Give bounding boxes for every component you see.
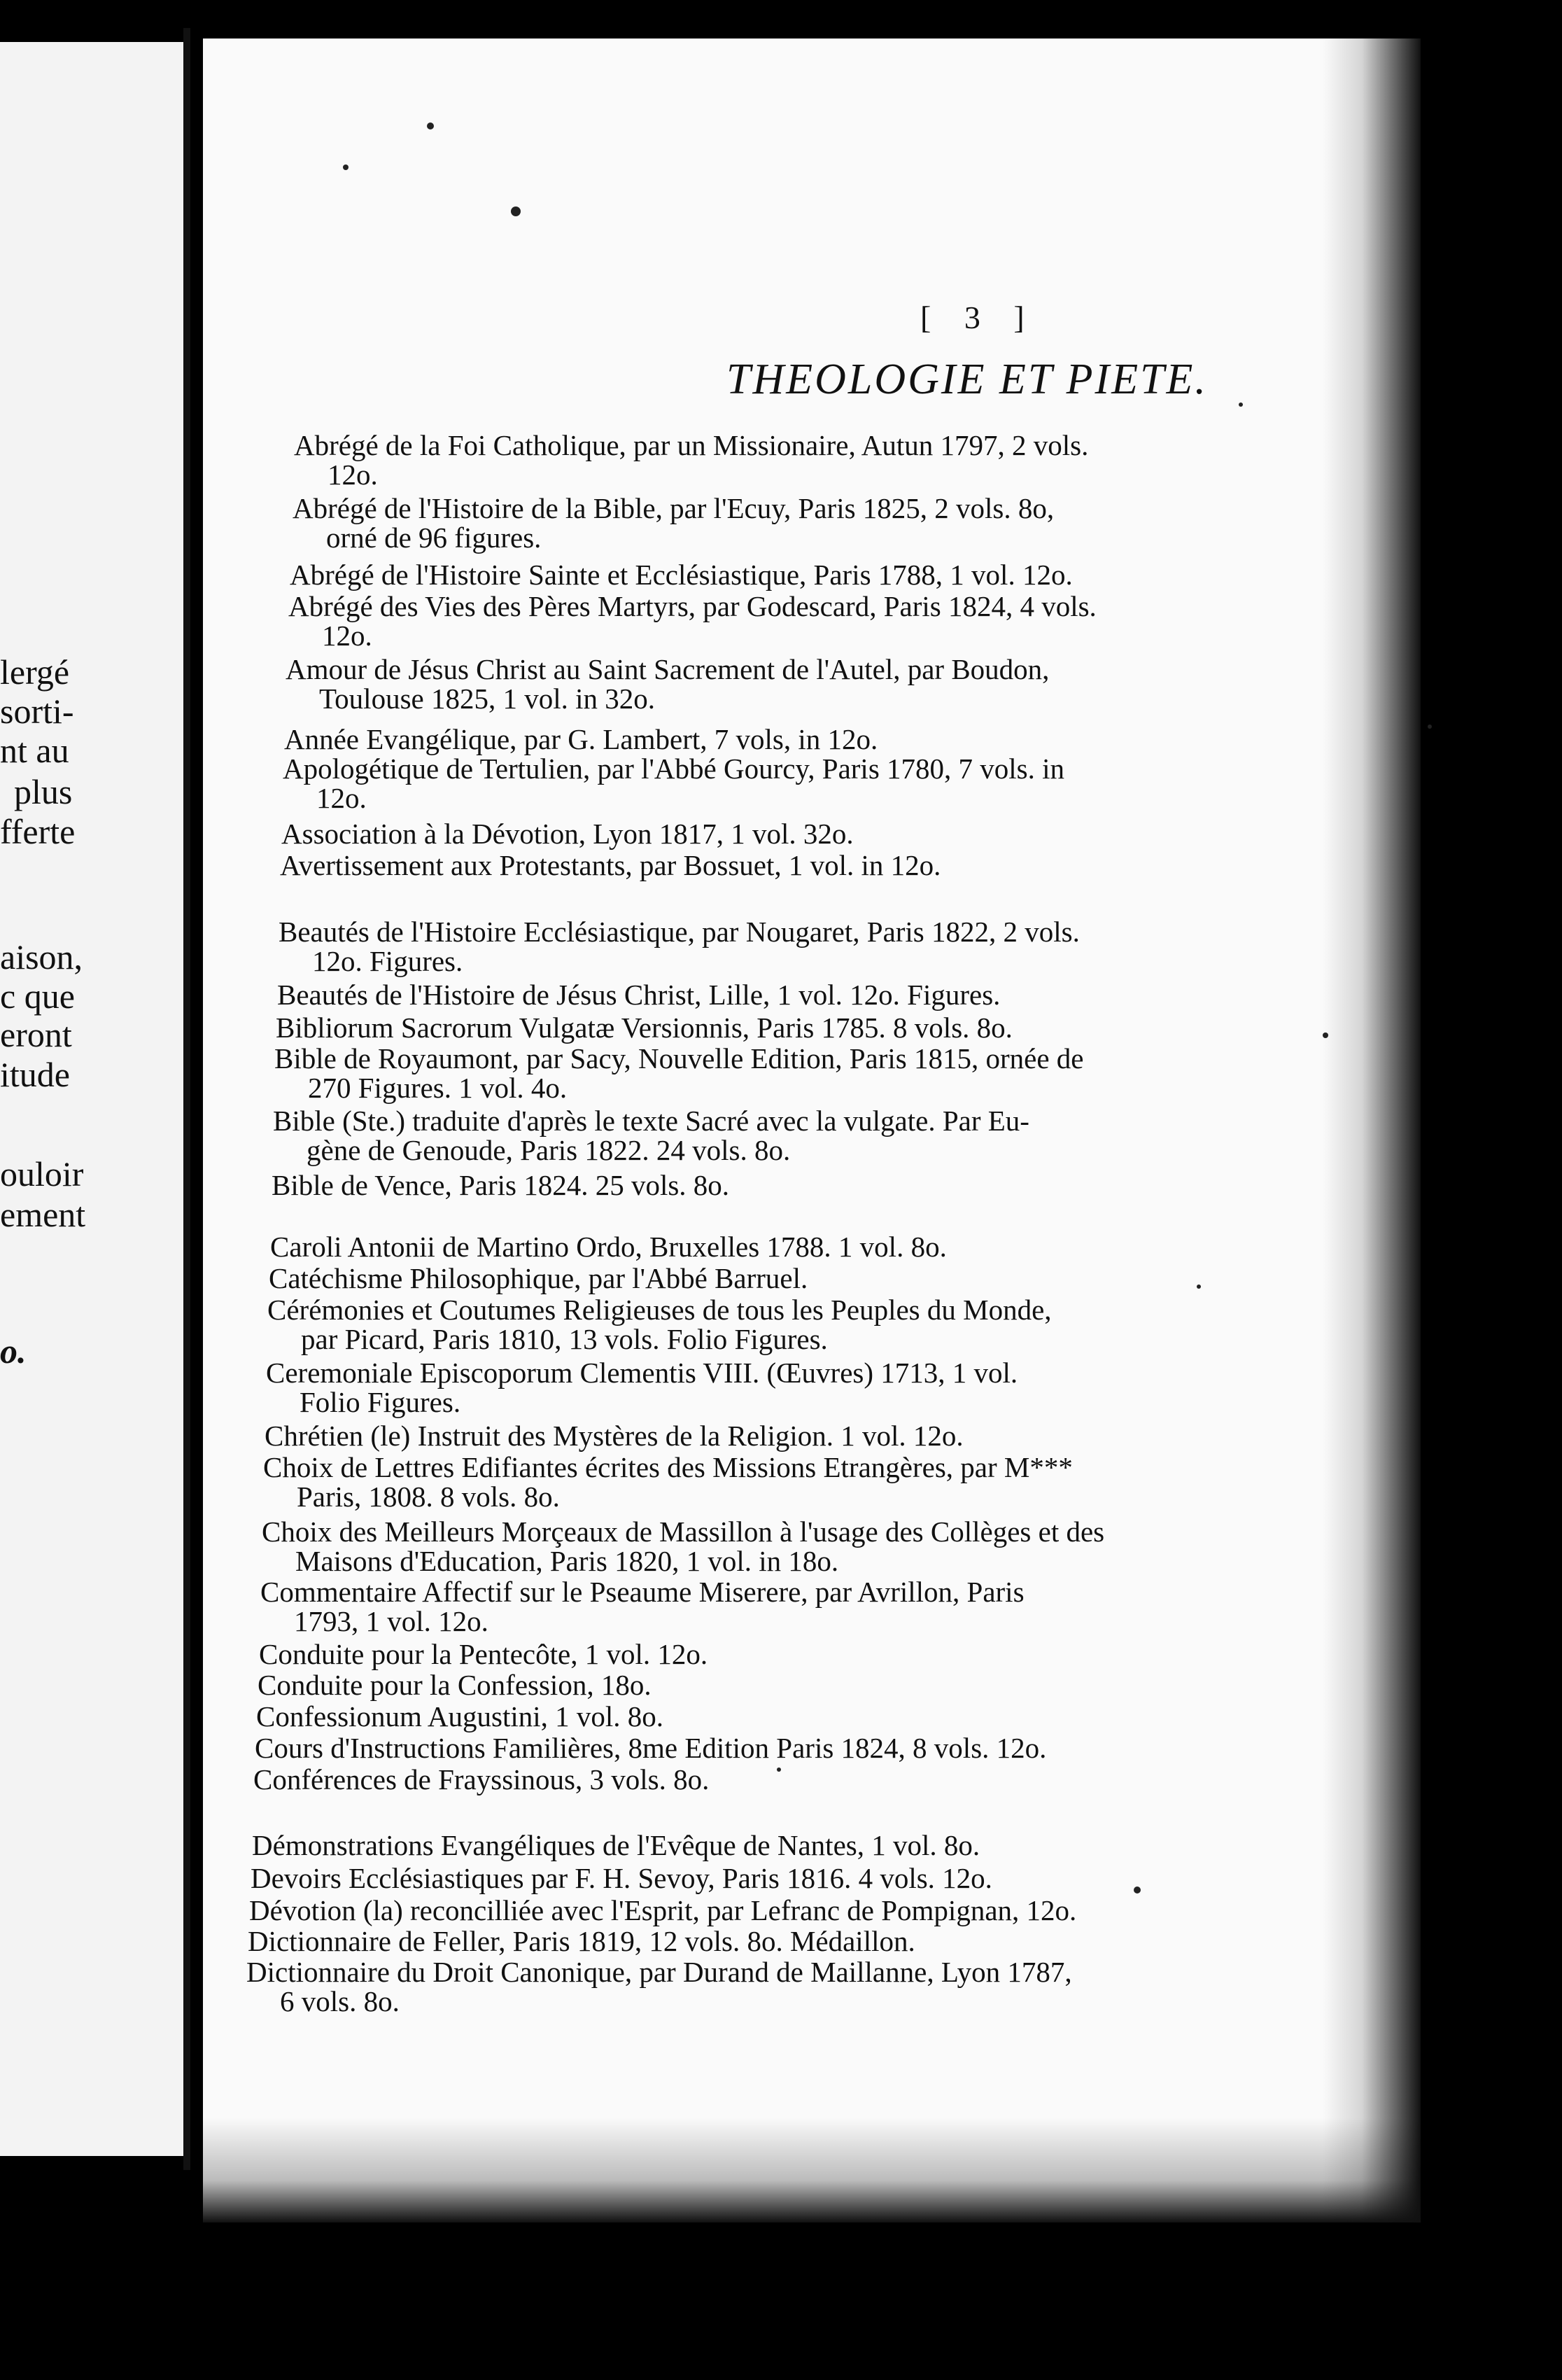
scan-speck <box>1197 1284 1201 1289</box>
catalogue-entry <box>270 1232 947 1261</box>
catalogue-entry <box>281 819 854 848</box>
catalogue-entry <box>280 850 941 880</box>
left-fragment-text: plus <box>14 772 73 811</box>
left-fragment-text: sorti- <box>0 692 74 731</box>
entry-line-2: 12o. <box>328 458 378 491</box>
entry-line-1: Bible de Royaumont, par Sacy, Nouvelle Edition, Paris 1815, ornée de <box>274 1042 1084 1074</box>
catalogue-entry <box>259 1639 708 1669</box>
main-page <box>203 38 1421 2222</box>
left-fragment-text: itude <box>0 1055 70 1094</box>
entry-line-1: Avertissement aux Protestants, par Bossuet, 1 vol. in 12o. <box>280 849 941 881</box>
entry-line-1: Bibliorum Sacrorum Vulgatæ Versionnis, Paris 1785. 8 vols. 8o. <box>276 1011 1013 1044</box>
catalogue-entry <box>276 1013 1013 1042</box>
catalogue-entry <box>293 493 1054 552</box>
entry-line-1: Conférences de Frayssinous, 3 vols. 8o. <box>253 1763 710 1795</box>
entry-line-1: Conduite pour la Pentecôte, 1 vol. 12o. <box>259 1638 708 1670</box>
left-page-fragment <box>0 42 188 2156</box>
entry-line-1: Chrétien (le) Instruit des Mystères de la Religion. 1 vol. 12o. <box>265 1420 964 1452</box>
entry-line-1: Choix de Lettres Edifiantes écrites des Missions Etrangères, par M*** <box>263 1451 1073 1483</box>
entry-line-1: Dictionnaire du Droit Canonique, par Durand de Maillanne, Lyon 1787, <box>246 1956 1072 1988</box>
entry-line-1: Caroli Antonii de Martino Ordo, Bruxelles 1788. 1 vol. 8o. <box>270 1231 947 1263</box>
scan-speck <box>1134 1886 1141 1893</box>
scan-speck <box>511 206 521 216</box>
entry-line-2: 12o. <box>322 620 372 652</box>
entry-line-1: Dictionnaire de Feller, Paris 1819, 12 vols. 8o. Médaillon. <box>248 1925 915 1957</box>
entry-line-2: gène de Genoude, Paris 1822. 24 vols. 8o. <box>307 1134 791 1166</box>
entry-line-1: Abrégé de l'Histoire Sainte et Ecclésiastique, Paris 1788, 1 vol. 12o. <box>290 559 1073 591</box>
catalogue-entry <box>263 1452 1073 1511</box>
catalogue-entry <box>256 1702 663 1731</box>
scan-speck <box>343 164 349 170</box>
entry-line-1: Abrégé des Vies des Pères Martyrs, par Godescard, Paris 1824, 4 vols. <box>288 590 1097 622</box>
catalogue-entry <box>266 1358 1018 1417</box>
entry-line-2: orné de 96 figures. <box>326 522 542 554</box>
entry-line-2: 270 Figures. 1 vol. 4o. <box>308 1072 568 1104</box>
left-fragment-text: c que <box>0 976 75 1016</box>
entry-line-1: Beautés de l'Histoire Ecclésiastique, par Nougaret, Paris 1822, 2 vols. <box>279 916 1080 948</box>
entry-line-1: Beautés de l'Histoire de Jésus Christ, Lille, 1 vol. 12o. Figures. <box>277 979 1001 1011</box>
catalogue-entries <box>203 38 1421 2222</box>
entry-line-1: Catéchisme Philosophique, par l'Abbé Barruel. <box>269 1262 808 1294</box>
left-fragment-text: eront <box>0 1015 72 1054</box>
entry-line-2: par Picard, Paris 1810, 13 vols. Folio Figures. <box>301 1323 828 1355</box>
catalogue-entry <box>262 1517 1104 1576</box>
scan-speck <box>427 122 434 130</box>
entry-line-1: Bible de Vence, Paris 1824. 25 vols. 8o. <box>272 1169 730 1201</box>
catalogue-entry <box>269 1264 808 1293</box>
catalogue-entry <box>286 654 1049 713</box>
entry-line-1: Dévotion (la) reconcilliée avec l'Esprit, par Lefranc de Pompignan, 12o. <box>249 1894 1077 1926</box>
catalogue-entry <box>249 1896 1076 1925</box>
entry-line-1: Abrégé de l'Histoire de la Bible, par l'Ecuy, Paris 1825, 2 vols. 8o, <box>293 492 1055 524</box>
entry-line-1: Commentaire Affectif sur le Pseaume Miserere, par Avrillon, Paris <box>260 1576 1025 1608</box>
catalogue-entry <box>274 1044 1084 1102</box>
catalogue-entry <box>248 1926 915 1956</box>
left-fragment-text: ement <box>0 1195 86 1234</box>
catalogue-entry <box>265 1421 964 1450</box>
scan-speck <box>1323 1032 1328 1038</box>
entry-line-1: Ceremoniale Episcoporum Clementis VIII. (Œuvres) 1713, 1 vol. <box>266 1357 1018 1389</box>
entry-line-2: Toulouse 1825, 1 vol. in 32o. <box>319 682 656 715</box>
entry-line-1: Association à la Dévotion, Lyon 1817, 1 vol. 32o. <box>281 818 854 850</box>
entry-line-1: Choix des Meilleurs Morçeaux de Massillon à l'usage des Collèges et des <box>262 1516 1105 1548</box>
catalogue-entry <box>279 917 1080 976</box>
left-fragment-text: lergé <box>0 652 70 692</box>
entry-line-2: Maisons d'Education, Paris 1820, 1 vol. in 18o. <box>295 1545 839 1577</box>
entry-line-1: Apologétique de Tertulien, par l'Abbé Gourcy, Paris 1780, 7 vols. in <box>283 752 1065 785</box>
left-fragment-text: ouloir <box>0 1154 84 1194</box>
left-fragment-text: fferte <box>0 812 76 851</box>
catalogue-entry <box>260 1577 1025 1636</box>
entry-line-1: Devoirs Ecclésiastiques par F. H. Sevoy, Paris 1816. 4 vols. 12o. <box>251 1862 992 1894</box>
entry-line-1: Confessionum Augustini, 1 vol. 8o. <box>256 1700 664 1732</box>
page-number: [ 3 ] <box>920 300 1037 335</box>
entry-line-1: Bible (Ste.) traduite d'après le texte Sacré avec la vulgate. Par Eu- <box>273 1105 1029 1137</box>
gutter-shadow <box>183 28 190 2170</box>
catalogue-entry <box>277 980 1000 1009</box>
catalogue-entry <box>273 1106 1029 1165</box>
scan-speck <box>1239 402 1243 407</box>
catalogue-entry <box>251 1863 992 1893</box>
entry-line-1: Démonstrations Evangéliques de l'Evêque de Nantes, 1 vol. 8o. <box>252 1829 980 1861</box>
catalogue-entry <box>272 1170 729 1200</box>
catalogue-entry <box>283 754 1064 813</box>
catalogue-entry <box>253 1765 709 1794</box>
catalogue-entry <box>255 1733 1046 1763</box>
catalogue-entry <box>290 560 1073 589</box>
entry-line-2: 12o. <box>316 782 367 814</box>
left-fragment-text: nt au <box>0 731 69 770</box>
entry-line-1: Abrégé de la Foi Catholique, par un Missionaire, Autun 1797, 2 vols. <box>294 429 1089 461</box>
catalogue-entry <box>294 430 1088 489</box>
catalogue-entry <box>246 1957 1072 2016</box>
entry-line-1: Année Evangélique, par G. Lambert, 7 vols, in 12o. <box>284 723 878 755</box>
entry-line-2: 1793, 1 vol. 12o. <box>294 1605 488 1637</box>
left-fragment-text: o. <box>0 1331 27 1371</box>
catalogue-entry <box>258 1670 652 1700</box>
entry-line-2: 6 vols. 8o. <box>280 1985 400 2017</box>
scan-speck <box>777 1768 781 1772</box>
left-fragment-text: aison, <box>0 937 83 976</box>
catalogue-entry <box>252 1830 980 1860</box>
catalogue-entry <box>267 1295 1052 1354</box>
scan-speck <box>1428 724 1432 729</box>
catalogue-entry <box>284 724 878 754</box>
entry-line-1: Cérémonies et Coutumes Religieuses de tous les Peuples du Monde, <box>267 1294 1052 1326</box>
catalogue-entry <box>288 592 1097 650</box>
entry-line-2: 12o. Figures. <box>312 945 463 977</box>
entry-line-1: Conduite pour la Confession, 18o. <box>258 1669 652 1701</box>
section-title: THEOLOGIE ET PIETE. <box>726 356 1208 403</box>
entry-line-1: Amour de Jésus Christ au Saint Sacrement de l'Autel, par Boudon, <box>286 653 1050 685</box>
entry-line-2: Folio Figures. <box>300 1386 461 1418</box>
entry-line-2: Paris, 1808. 8 vols. 8o. <box>297 1480 560 1513</box>
entry-line-1: Cours d'Instructions Familières, 8me Edition Paris 1824, 8 vols. 12o. <box>255 1732 1047 1764</box>
